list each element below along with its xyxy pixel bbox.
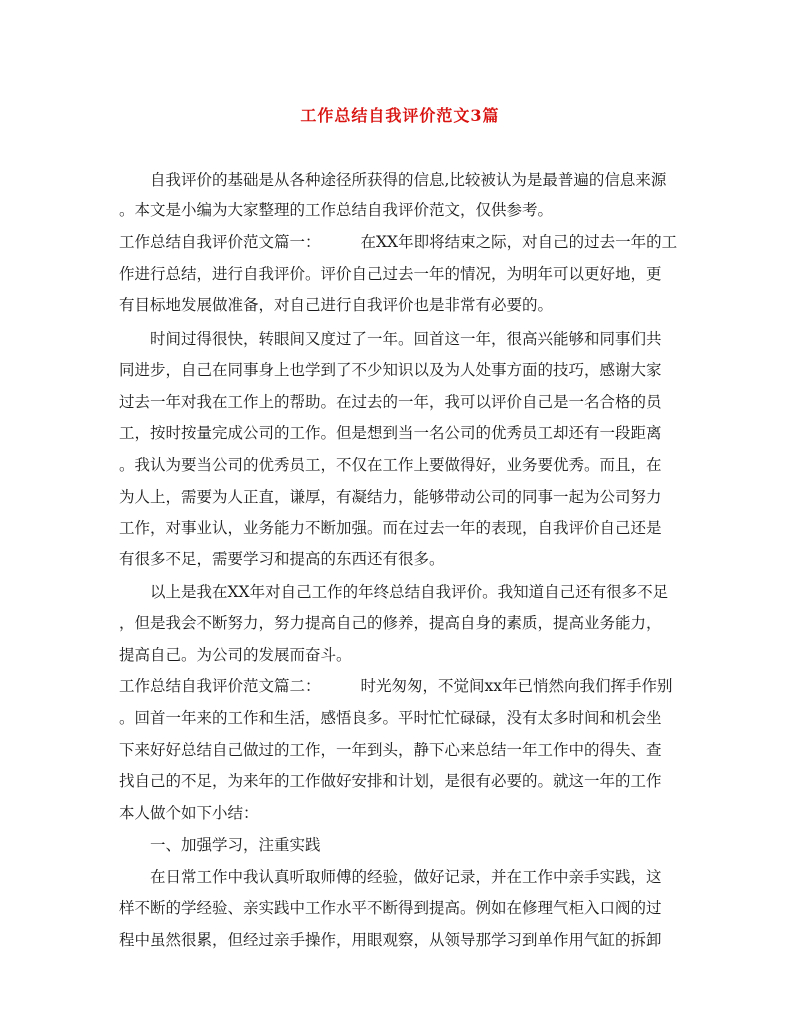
text-run: 下来好好总结自己做过的工作，一年到头，静下心来总结一年工作中的得失、查 <box>119 741 662 759</box>
text-run: 时光匆匆，不觉间xx年已悄然向我们挥手作别 <box>360 677 673 695</box>
paragraph-line <box>119 740 662 760</box>
paragraph-line <box>119 613 662 633</box>
text-run: 程中虽然很累，但经过亲手操作，用眼观察，从领导那学习到单作用气缸的拆卸 <box>119 931 662 949</box>
paragraph-line <box>119 360 662 380</box>
paragraph-line <box>150 867 662 887</box>
text-run: 自我评价的基础是从各种途径所获得的信息,比较被认为是最普遍的信息来源 <box>150 171 667 189</box>
text-run: 。本文是小编为大家整理的工作总结自我评价范文，仅供参考。 <box>119 201 554 219</box>
paragraph-line <box>119 898 662 918</box>
text-run: 样不断的学经验、亲实践中工作水平不断得到提高。例如在修理气柜入口阀的过 <box>119 899 662 917</box>
paragraph-line <box>119 455 662 475</box>
paragraph-line <box>119 232 677 252</box>
paragraph-line <box>119 423 662 443</box>
text-run: 作进行总结，进行自我评价。评价自己过去一年的情况，为明年可以更好地，更 <box>119 265 662 283</box>
paragraph-line <box>119 549 445 569</box>
text-run: 提高自己。为公司的发展而奋斗。 <box>119 646 352 664</box>
paragraph-line <box>119 518 662 538</box>
text-run: 过去一年对我在工作上的帮助。在过去的一年，我可以评价自己是一名合格的员 <box>119 393 662 411</box>
subheading: 一、加强学习，注重实践 <box>150 836 321 854</box>
subheading-line <box>150 835 321 855</box>
paragraph-line <box>150 329 662 349</box>
text-run: 同进步，自己在同事身上也学到了不少知识以及为人处事方面的技巧，感谢大家 <box>119 361 662 379</box>
text-run: 为人上，需要为人正直，谦厚，有凝结力，能够带动公司的同事一起为公司努力 <box>119 488 662 506</box>
text-run: 。我认为要当公司的优秀员工，不仅在工作上要做得好，业务要优秀。而且，在 <box>119 456 662 474</box>
text-run: ，但是我会不断努力，努力提高自己的修养，提高自身的素质，提高业务能力， <box>119 614 662 632</box>
paragraph-line <box>119 392 662 412</box>
text-run: 本人做个如下小结： <box>119 804 259 822</box>
paragraph-line <box>119 930 662 950</box>
paragraph-line <box>119 676 673 696</box>
paragraph-line <box>119 708 662 728</box>
section-heading: 工作总结自我评价范文篇二： <box>119 677 321 695</box>
text-run: 工，按时按量完成公司的工作。但是想到当一名公司的优秀员工却还有一段距离 <box>119 424 662 442</box>
paragraph-line <box>119 771 662 791</box>
text-run: 。回首一年来的工作和生活，感悟良多。平时忙忙碌碌，没有太多时间和机会坐 <box>119 709 662 727</box>
paragraph-line <box>119 200 553 220</box>
text-run: 找自己的不足，为来年的工作做好安排和计划，是很有必要的。就这一年的工作 <box>119 772 662 790</box>
section-heading: 工作总结自我评价范文篇一： <box>119 233 321 251</box>
text-run: 有目标地发展做准备，对自己进行自我评价也是非常有必要的。 <box>119 296 554 314</box>
paragraph-line <box>119 803 259 823</box>
paragraph-line <box>119 264 662 284</box>
text-run: 有很多不足，需要学习和提高的东西还有很多。 <box>119 550 445 568</box>
text-run: 在XX年即将结束之际，对自己的过去一年的工 <box>360 233 678 251</box>
paragraph-line <box>119 645 352 665</box>
paragraph-line <box>119 487 662 507</box>
document-title: 工作总结自我评价范文3篇 <box>300 106 500 125</box>
text-run: 时间过得很快，转眼间又度过了一年。回首这一年，很高兴能够和同事们共 <box>150 330 662 348</box>
text-run: 以上是我在XX年对自己工作的年终总结自我评价。我知道自己还有很多不足 <box>150 583 669 601</box>
paragraph-line <box>119 295 553 315</box>
paragraph-line <box>150 582 668 602</box>
text-run: 在日常工作中我认真听取师傅的经验，做好记录，并在工作中亲手实践，这 <box>150 868 662 886</box>
text-run: 工作，对事业认，业务能力不断加强。而在过去一年的表现，自我评价自己还是 <box>119 519 662 537</box>
paragraph-line <box>150 170 666 190</box>
